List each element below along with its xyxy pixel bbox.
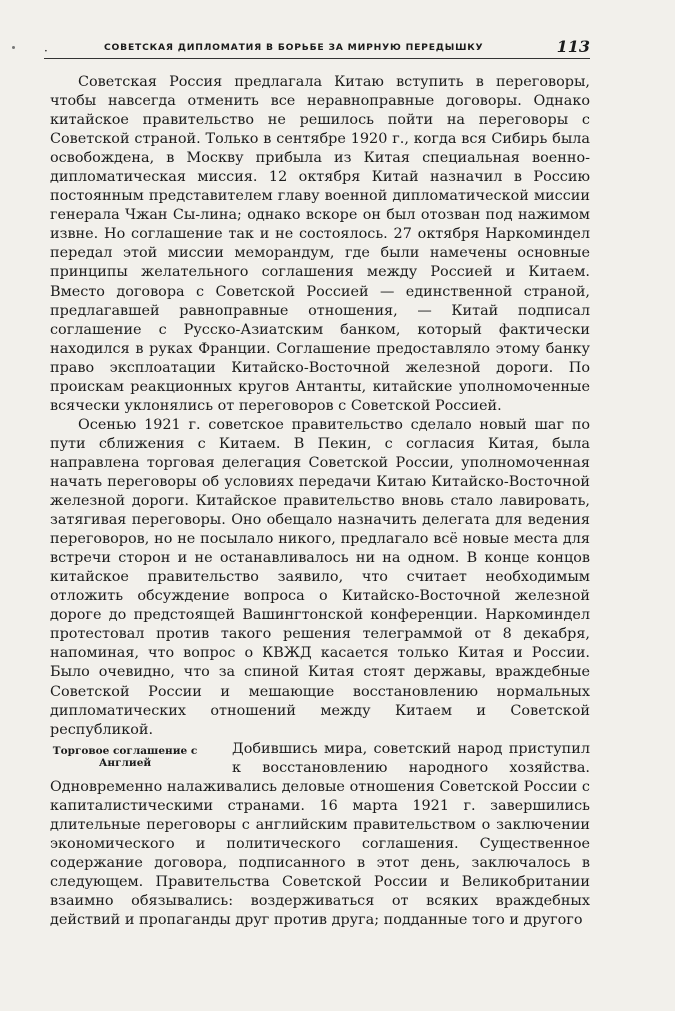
side-heading: Торговое соглашение с Англией xyxy=(52,744,198,770)
paragraph: Советская Россия предлагала Китаю вступить в переговоры, чтобы навсегда отменить все неравноправные договоры. Однако китайское правительство не решилось пойти на переговоры с Советской страной. Только в сентябре 1920 г., когда вся Сибирь была освобождена, в Москву прибыла из Китая специальная военно-дипломатическая миссия. 12 октября Китай назначил в Россию постоянным представителем главу военной дипломатической миссии генерала Чжан Сы-лина; однако вскоре он был отозван под нажимом извне. Но соглашение так и не состоялось. 27 октября Наркоминдел передал этой миссии меморандум, где были намечены основные принципы желательного соглашения между Россией и Китаем. Вместо договора с Советской Россией — единственной страной, предлагавшей равноправные отношения, — Китай подписал соглашение с Русско-Азиатским банком, который фактически находился в руках Франции. Соглашение предоставляло этому банку право эксплоатации Китайско-Восточной железной дороги. По проискам реакционных кругов Антанты, китайские уполномоченные всячески уклонялись от переговоров с Советской Россией. xyxy=(50,74,590,414)
header-bullet: · xyxy=(44,44,48,58)
page-edge-mark xyxy=(12,46,15,49)
body-text xyxy=(50,73,590,930)
paragraph: Осенью 1921 г. советское правительство сделало новый шаг по пути сближения с Китаем. В Пекин, с согласия Китая, была направлена торговая делегация Советской России, уполномоченная начать переговоры об условиях передачи Китаю Китайско-Восточной железной дороги. Китайское правительство вновь стало лавировать, затягивая переговоры. Оно обещало назначить делегата для ведения переговоров, но не посылало никого, предлагало всё новые места для встречи сторон и не останавливалось ни на одном. В конце концов китайское правительство заявило, что считает необходимым отложить обсуждение вопроса о Китайско-Восточной железной дороге до предстоящей Вашингтонской конференции. Наркоминдел протестовал против такого решения телеграммой от 8 декабря, напоминая, что вопрос о КВЖД касается только Китая и России. Было очевидно, что за спиной Китая стоят державы, враждебные Советской России и мешающие восстановлению нормальных дипломатических отношений между Китаем и Советской республикой. xyxy=(50,416,590,738)
section-paragraph xyxy=(50,740,590,930)
page-header xyxy=(44,36,590,59)
page-number: 113 xyxy=(556,37,590,56)
running-title: СОВЕТСКАЯ ДИПЛОМАТИЯ В БОРЬБЕ ЗА МИРНУЮ ПЕРЕДЫШКУ xyxy=(104,42,484,53)
section-paragraph-text: Добившись мира, советский народ приступил к восстановлению народного хозяйства. Одновременно налаживались деловые отношения Советской России с капиталистическими странами. 16 марта 1921 г. завершились длительные переговоры с английским правительством о заключении экономического и политического соглашения. Существенное содержание договора, подписанного в этот день, заключалось в следующем. Правительства Советской России и Великобритании взаимно обязывались: воздерживаться от всяких враждебных действий и пропаганды друг против друга; подданные того и другого xyxy=(50,740,590,929)
